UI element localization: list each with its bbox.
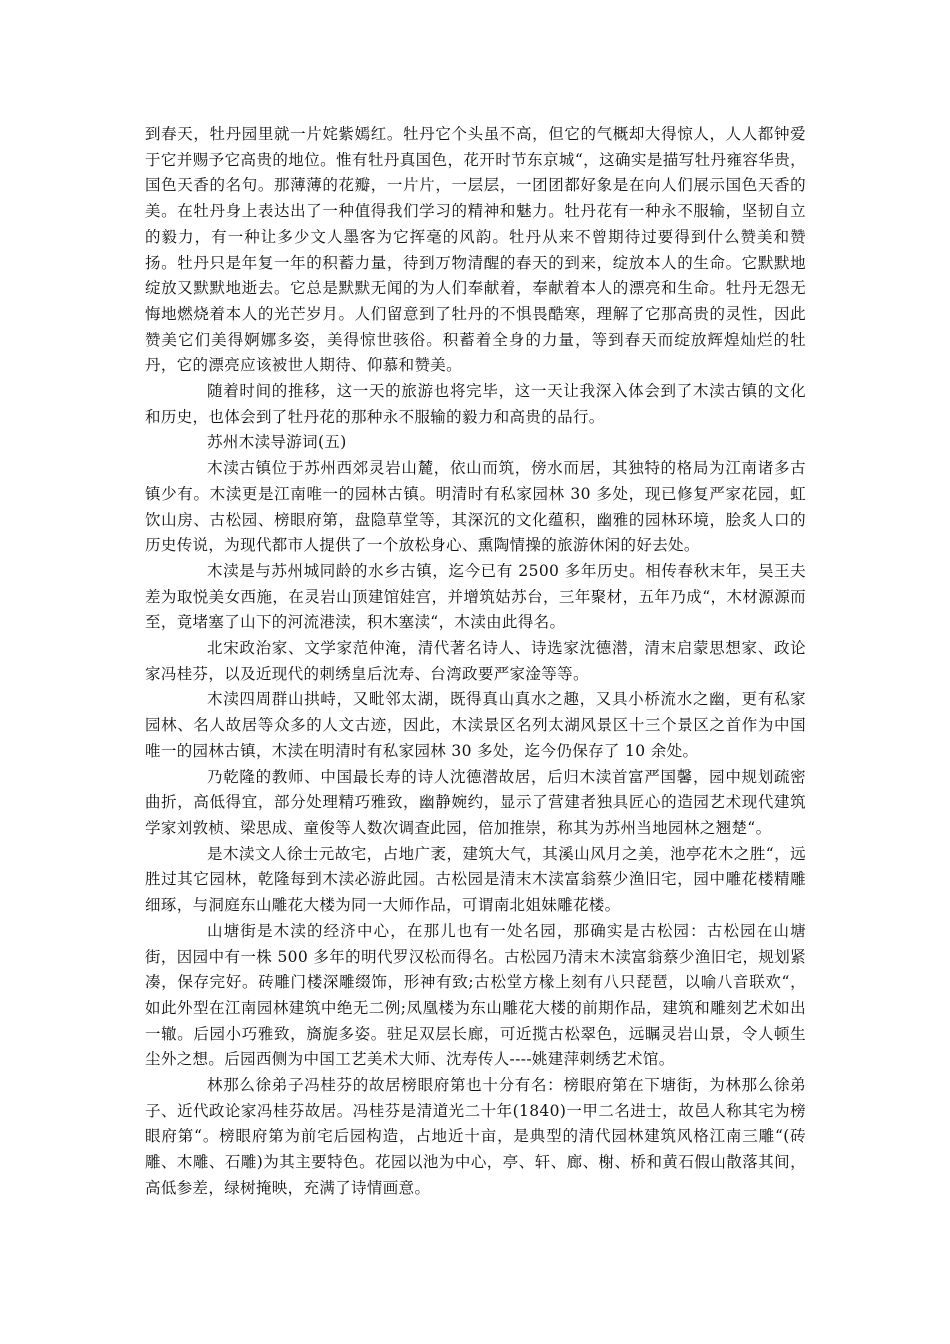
paragraph-town-history: 木渎是与苏州城同龄的水乡古镇，迄今已有 2500 多年历史。相传春秋末年，吴王夫差为取悦美女西施，在灵岩山顶建馆娃宫，并增筑姑苏台，三年聚材，五年乃成“，木材源源而至，竟堵塞了山下的河流港渎，积木塞渎“，木渎由此得名。 <box>145 561 806 632</box>
paragraph-notable-people: 北宋政治家、文学家范仲淹，清代著名诗人、诗选家沈德潜，清末启蒙思想家、政论家冯桂芬，以及近现代的刺绣皇后沈寿、台湾政要严家淦等等。 <box>145 639 806 683</box>
section-heading: 苏州木渎导游词(五) <box>207 433 347 452</box>
paragraph-peony-praise: 到春天，牡丹园里就一片姹紫嫣红。牡丹它个头虽不高，但它的气概却大得惊人，人人都钟爱于它并赐予它高贵的地位。惟有牡丹真国色，花开时节东京城“，这确实是描写牡丹雍容华贵，国色天香的名句。那薄薄的花瓣，一片片，一层层，一团团都好象是在向人们展示国色天香的美。在牡丹身上表达出了一种值得我们学习的精神和魅力。牡丹花有一种永不服输，坚韧自立的毅力，有一种让多少文人墨客为它挥毫的风韵。牡丹从来不曾期待过要得到什么赞美和赞扬。牡丹只是年复一年的积蓄力量，待到万物清醒的春天的到来，绽放本人的生命。它默默地绽放又默默地逝去。它总是默默无闻的为人们奉献着，奉献着本人的漂亮和生命。牡丹无怨无悔地燃烧着本人的光芒岁月。人们留意到了牡丹的不惧畏酷寒，理解了它那高贵的灵性，因此赞美它们美得婀娜多姿，美得惊世骇俗。积蓄着全身的力量，等到春天而绽放辉煌灿烂的牡丹，它的漂亮应该被世人期待、仰慕和赞美。 <box>145 125 806 375</box>
paragraph-town-intro: 木渎古镇位于苏州西郊灵岩山麓，依山而筑，傍水而居，其独特的格局为江南诸多古镇少有。木渎更是江南唯一的园林古镇。明清时有私家园林 30 多处，现已修复严家花园，虹饮山房、古松园、榜眼府第，盘隐草堂等，其深沉的文化蕴积，幽雅的园林环境，脍炙人口的历史传说，为现代都市人提供了一个放松身心、熏陶情操的旅游休闲的好去处。 <box>145 459 806 555</box>
paragraph-gusong-garden: 山塘街是木渎的经济中心，在那儿也有一处名园，那确实是古松园：古松园在山塘街，因园中有一株 500 多年的明代罗汉松而得名。古松园乃清末木渎富翁蔡少渔旧宅，规划紧凑，保存完好。砖雕门楼深雕缀饰，形神有致;古松堂方椽上刻有八只琵琶，以喻八音联欢“，如此外型在江南园林建筑中绝无二例;凤凰楼为东山雕花大楼的前期作品，建筑和雕刻艺术如出一辙。后园小巧雅致，旖旎多姿。驻足双层长廊，可近揽古松翠色，远瞩灵岩山景，令人顿生尘外之想。后园西侧为中国工艺美术大师、沈寿传人----姚建萍刺绣艺术馆。 <box>145 921 806 1069</box>
paragraph-yan-garden: 乃乾隆的教师、中国最长寿的诗人沈德潜故居，后归木渎首富严国馨，园中规划疏密曲折，高低得宜，部分处理精巧雅致，幽静婉约，显示了营建者独具匠心的造园艺术现代建筑学家刘敦桢、梁思成、童俊等人数次调查此园，倍加推崇，称其为苏州当地园林之翘楚“。 <box>145 767 806 837</box>
paragraph-bangyan-mansion: 林那么徐弟子冯桂芬的故居榜眼府第也十分有名：榜眼府第在下塘街，为林那么徐弟子、近代政论家冯桂芬故居。冯桂芬是清道光二十年(1840)一甲二名进士，故邑人称其宅为榜眼府第“。榜眼府第为前宅后园构造，占地近十亩，是典型的清代园林建筑风格江南三雕“(砖雕、木雕、石雕)为其主要特色。花园以池为中心，亭、轩、廊、榭、桥和黄石假山散落其间，高低参差，绿树掩映，充满了诗情画意。 <box>145 1076 806 1197</box>
paragraph-trip-conclusion: 随着时间的推移，这一天的旅游也将完毕，这一天让我深入体会到了木渎古镇的文化和历史，也体会到了牡丹花的那种永不服输的毅力和高贵的品行。 <box>145 382 806 426</box>
document-body <box>145 122 806 1202</box>
paragraph-scenery: 木渎四周群山拱峙，又毗邻太湖，既得真山真水之趣，又具小桥流水之幽，更有私家园林、名人故居等众多的人文古迹，因此，木渎景区名列太湖风景区十三个景区之首作为中国唯一的园林古镇，木渎在明清时有私家园林 30 多处，迄今仍保存了 10 余处。 <box>145 690 806 760</box>
paragraph-hongyin-villa: 是木渎文人徐士元故宅，占地广袤，建筑大气，其溪山风月之美，池亭花木之胜“，远胜过其它园林，乾隆每到木渎必游此园。古松园是清末木渎富翁蔡少渔旧宅，园中雕花楼精雕细琢，与洞庭东山雕花大楼为同一大师作品，可谓南北姐妹雕花楼。 <box>145 844 806 915</box>
